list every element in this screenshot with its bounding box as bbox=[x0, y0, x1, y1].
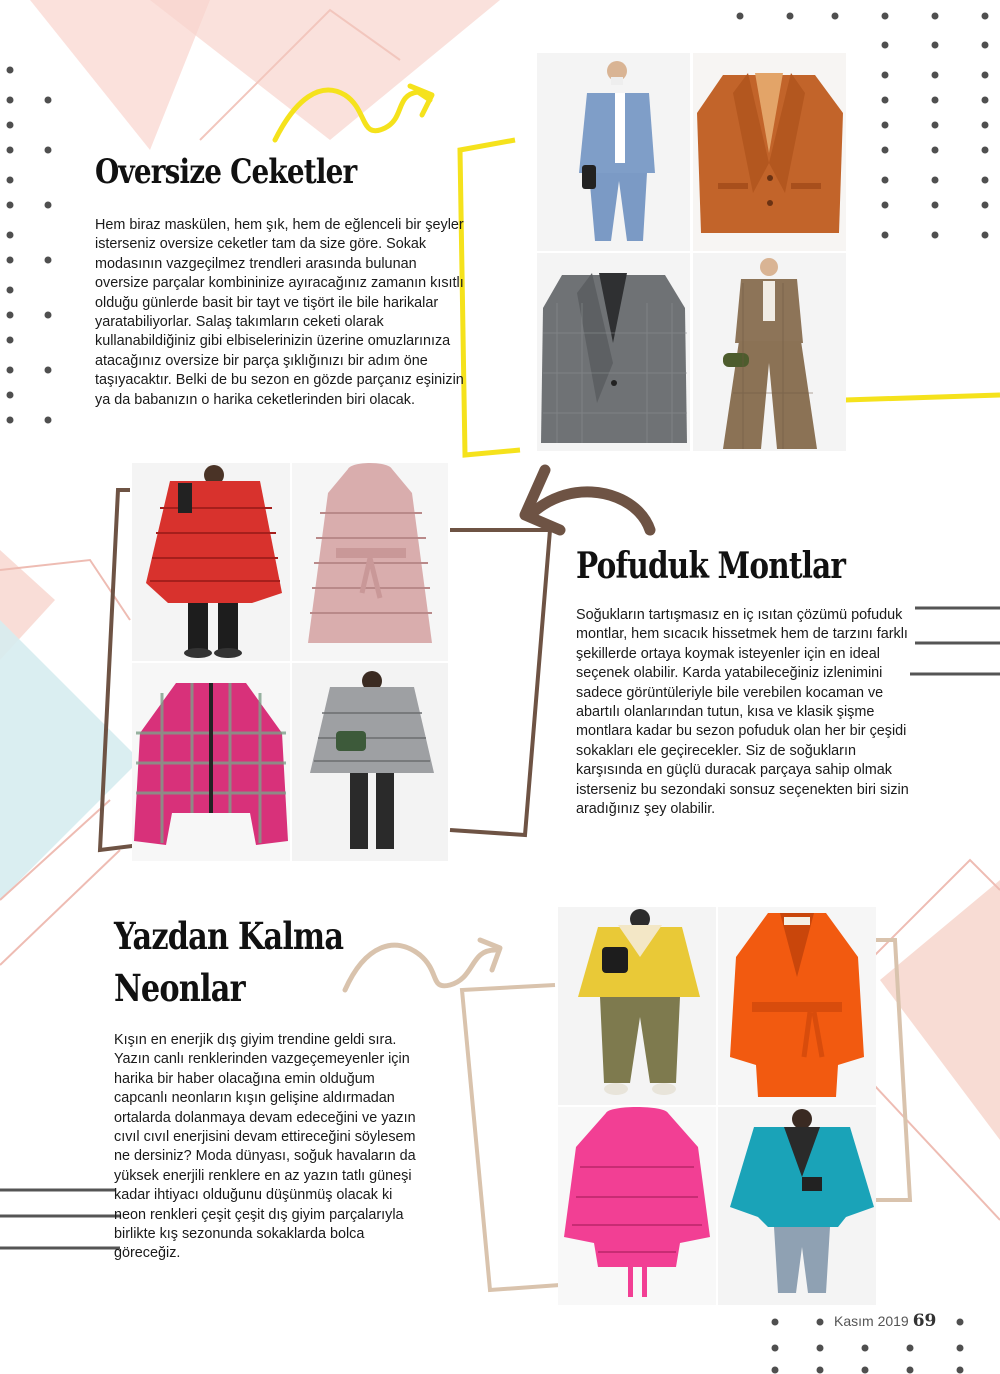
photo-rust-blazer bbox=[693, 53, 846, 251]
oversize-body: Hem biraz maskülen, hem şık, hem de eğlenceli bir şeyler isterseniz oversize ceketler tam da size göre. Sokak modasının vazgeçilmez trendleri arasında bulunan oversize parçalar kombininize ayıracağınız zamanın kısıtlı olduğu günlerde basit bir tayt ve tişört ile bile harikalar yaratabiliyorlar. Salaş takımların ceketi olarak kullanabildiğiniz gibi elbiselerinizin üzerine omuzlarınıza atacağınız oversize bir parça şıklığınızı bir adım öne taşıyacaktır. Belki de bu sezon en gözde parçanız eşinizin ya da babanızın o harika ceketlerinden biri olacak. bbox=[95, 217, 464, 408]
neon-title-line-2: Neonlar bbox=[114, 966, 245, 1010]
photo-pink-puffer bbox=[292, 463, 448, 661]
issue-date: Kasım 2019 bbox=[834, 1313, 909, 1329]
yellow-frame-right bbox=[845, 395, 1000, 400]
grey-check-puffer-figure bbox=[292, 663, 448, 861]
photo-orange-wrap-coat bbox=[718, 907, 876, 1105]
rust-blazer-figure bbox=[693, 53, 846, 251]
teal-triangle-shape bbox=[0, 620, 140, 900]
yellow-shearling-figure bbox=[558, 907, 716, 1105]
photo-grey-check-puffer bbox=[292, 663, 448, 861]
tan-frame-left bbox=[462, 985, 560, 1290]
yellow-arrow-head bbox=[410, 86, 432, 115]
red-puffer-figure bbox=[132, 463, 290, 661]
grey-lines-right bbox=[910, 608, 1000, 674]
hot-pink-puffer-figure bbox=[558, 1107, 716, 1305]
photo-grey-check-blazer bbox=[537, 253, 690, 451]
pofuduk-body: Soğukların tartışmasız en iç ısıtan çözümü pofuduk montlar, hem sıcacık hissetmek hem de tarzını farklı şekillerde ortaya koymak isteyenler için en ideal seçenek olabilir. Karda yatabileceğiniz izlenimini sadece görüntüleriyle bile verebilen kocaman ve abartılı olanlarından tutun, kısa ve klasik şişme montlara kadar bu sezon pofuduk olan her bir çeşidi sokakları ele geçirecekler. Siz de soğukların karşısında en güçlü duracak parçaya sahip olmak isterseniz bu sezondaki sonsuz seçenekten biri sizin aradığınız şey olabilir. bbox=[576, 607, 909, 818]
teal-fur-coat-figure bbox=[718, 1107, 876, 1305]
pink-puffer-figure bbox=[292, 463, 448, 661]
orange-wrap-coat-figure bbox=[718, 907, 876, 1105]
pink-diamond-shape bbox=[150, 0, 500, 140]
blue-suit-figure bbox=[537, 53, 690, 251]
neon-body: Kışın en enerjik dış giyim trendine geldi sıra. Yazın canlı renklerinden vazgeçemeyenler için harika bir haber olacağına emin olduğum capcanlı neonların kışın gelişine aldırmadan ortalarda dolanmaya devam edeceğini ve yazın cıvıl cıvıl enerjisini devam ettireceğini söylesem ne dersiniz? Moda dünyası, soğuk havaların da yüksek enerjili renklere en az yazın tatlı güneşi kadar ihtiyacı olduğunu düşünmüş olacak ki neon renkleri çeşit çeşit dış giyim parçalarıyla birlikte kış sezonunda sokaklarda bolca göreceğiz. bbox=[114, 1032, 416, 1262]
photo-red-puffer bbox=[132, 463, 290, 661]
photo-pink-check-puffer bbox=[132, 663, 290, 861]
photo-blue-suit bbox=[537, 53, 690, 251]
pink-check-puffer-figure bbox=[132, 663, 290, 861]
photo-yellow-shearling bbox=[558, 907, 716, 1105]
photo-teal-fur-coat bbox=[718, 1107, 876, 1305]
tan-squiggle-arrow bbox=[345, 945, 495, 990]
dot-grid-left bbox=[7, 67, 52, 424]
page-footer bbox=[834, 1311, 936, 1331]
brown-check-suit-figure bbox=[693, 253, 846, 451]
oversize-title: Oversize Ceketler bbox=[95, 152, 357, 192]
grey-lines-left bbox=[0, 1190, 120, 1248]
neon-title-line-1: Yazdan Kalma bbox=[114, 914, 344, 958]
page-number: 69 bbox=[912, 1311, 937, 1331]
grey-check-blazer-figure bbox=[537, 253, 690, 451]
photo-hot-pink-puffer bbox=[558, 1107, 716, 1305]
photo-brown-check-suit bbox=[693, 253, 846, 451]
pofuduk-title: Pofuduk Montlar bbox=[576, 545, 846, 587]
brown-frame-right bbox=[450, 530, 550, 835]
